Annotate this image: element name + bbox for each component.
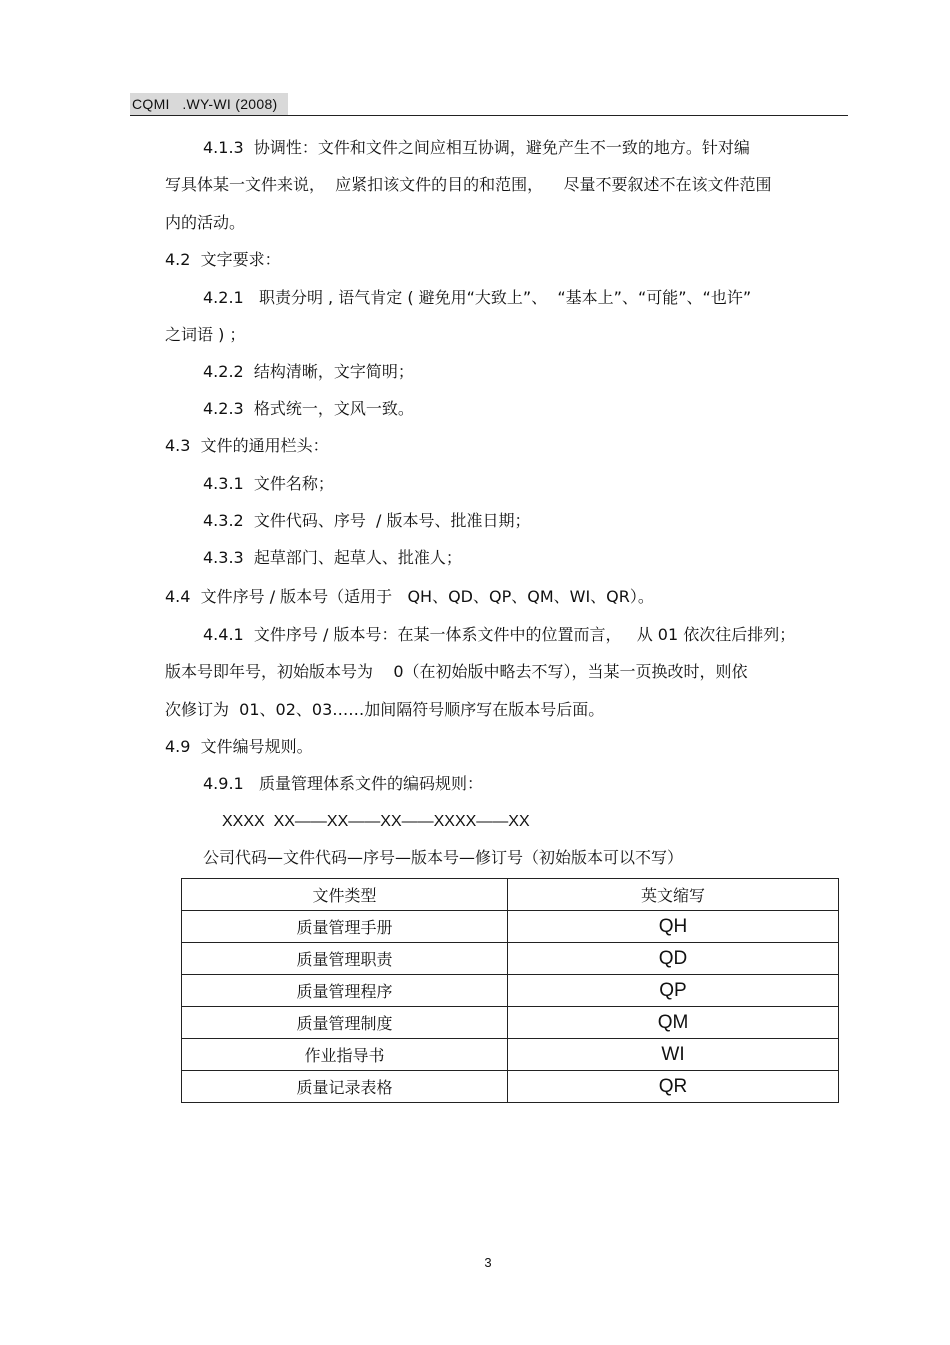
- table-row: [182, 1007, 839, 1039]
- table-cell-code: QH: [508, 911, 839, 943]
- table-header-cell: 文件类型: [182, 879, 508, 911]
- table-row: [182, 911, 839, 943]
- clause-4-1-3-line-1: 4.1.3 协调性：文件和文件之间应相互协调，避免产生不一致的地方。针对编: [203, 138, 750, 157]
- document-code-header: CQMI .WY-WI (2008): [130, 93, 288, 115]
- clause-4-1-3-line-2: 写具体某一文件来说， 应紧扣该文件的目的和范围， 尽量不要叙述不在该文件范围: [165, 175, 772, 194]
- table-row: [182, 943, 839, 975]
- table-row: [182, 975, 839, 1007]
- clause-4-4-1-line-3: 次修订为 01、02、03……加间隔符号顺序写在版本号后面。: [165, 700, 605, 719]
- table-cell-code: WI: [508, 1039, 839, 1071]
- document-type-table: [181, 878, 839, 1103]
- clause-4-2-2: 4.2.2 结构清晰，文字简明；: [203, 362, 414, 381]
- table-cell-code: QD: [508, 943, 839, 975]
- coding-pattern: XXXX XX——XX——XX——XXXX——XX: [222, 813, 530, 830]
- page-number: 3: [484, 1255, 492, 1270]
- table-row: [182, 1071, 839, 1103]
- clause-4-3-3: 4.3.3 起草部门、起草人、批准人；: [203, 548, 462, 567]
- clause-4-2-3: 4.2.3 格式统一，文风一致。: [203, 399, 414, 418]
- table-cell-type: 作业指导书: [182, 1039, 508, 1071]
- clause-4-3-heading: 4.3 文件的通用栏头：: [165, 436, 329, 455]
- clause-4-9-1: 4.9.1 质量管理体系文件的编码规则：: [203, 774, 483, 793]
- table-cell-code: QR: [508, 1071, 839, 1103]
- clause-4-2-1-line-2: 之词语 ) ；: [165, 325, 246, 344]
- table-cell-code: QP: [508, 975, 839, 1007]
- table-cell-type: 质量管理程序: [182, 975, 508, 1007]
- clause-4-9-heading: 4.9 文件编号规则。: [165, 737, 313, 756]
- clause-4-4-heading: 4.4 文件序号 / 版本号（适用于 QH、QD、QP、QM、WI、QR）。: [165, 587, 654, 606]
- header-divider: [130, 115, 848, 116]
- table-cell-type: 质量记录表格: [182, 1071, 508, 1103]
- clause-4-4-1-line-2: 版本号即年号，初始版本号为 0（在初始版中略去不写），当某一页换改时，则依: [165, 662, 748, 681]
- clause-4-4-1-line-1: 4.4.1 文件序号 / 版本号：在某一体系文件中的位置而言， 从 01 依次往后排列；: [203, 625, 796, 644]
- clause-4-3-1: 4.3.1 文件名称；: [203, 474, 334, 493]
- table-header-cell: 英文缩写: [508, 879, 839, 911]
- clause-4-3-2: 4.3.2 文件代码、序号 / 版本号、批准日期；: [203, 511, 531, 530]
- clause-4-1-3-line-3: 内的活动。: [165, 213, 246, 232]
- table-row: [182, 1039, 839, 1071]
- table-cell-type: 质量管理手册: [182, 911, 508, 943]
- coding-pattern-legend: 公司代码—文件代码—序号—版本号—修订号（初始版本可以不写）: [203, 848, 684, 867]
- table-header-row: [182, 879, 839, 911]
- clause-4-2-1-line-1: 4.2.1 职责分明 , 语气肯定 ( 避免用“大致上”、 “基本上”、“可能”、“也许”: [203, 288, 752, 307]
- clause-4-2-heading: 4.2 文字要求：: [165, 250, 281, 269]
- table-cell-type: 质量管理制度: [182, 1007, 508, 1039]
- table-cell-type: 质量管理职责: [182, 943, 508, 975]
- table-cell-code: QM: [508, 1007, 839, 1039]
